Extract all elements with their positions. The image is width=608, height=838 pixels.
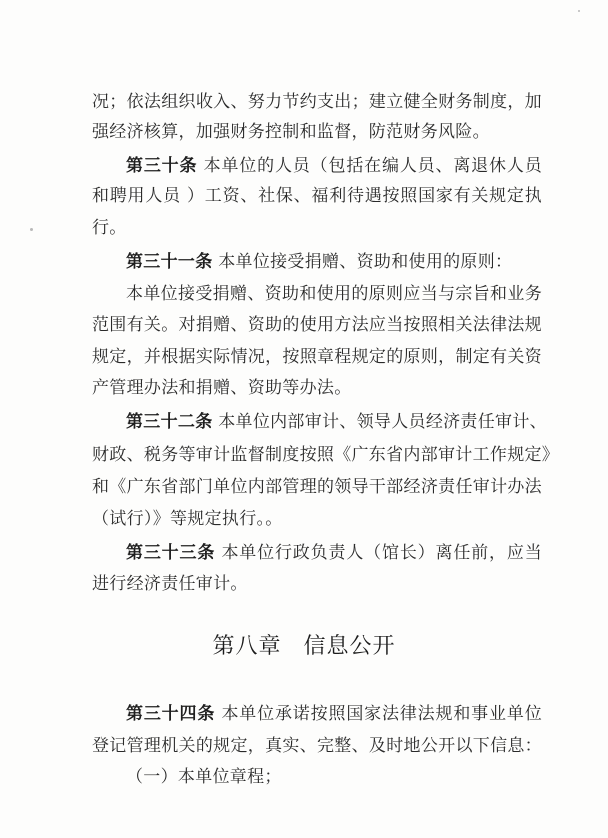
paragraph-line: 况；依法组织收入、努力节约支出；建立健全财务制度，加 (92, 92, 542, 112)
paragraph-line: 登记管理机关的规定，真实、完整、及时地公开以下信息： (92, 736, 542, 756)
paragraph-line: 财政、税务等审计监督制度按照《广东省内部审计工作规定》 (92, 445, 560, 465)
paragraph-line: 本单位接受捐赠、资助和使用的原则应当与宗旨和业务 (126, 284, 542, 304)
paragraph-line: 和《广东省部门单位内部管理的领导干部经济责任审计办法 (92, 477, 542, 497)
article-text: 本单位内部审计、领导人员经济责任审计、 (218, 412, 547, 432)
paragraph-line: 行。 (92, 218, 127, 238)
article-30-line (92, 156, 542, 176)
paragraph-line: 产管理办法和捐赠、资助等办法。 (92, 378, 352, 398)
paragraph-line: 规定，并根据实际情况，按照章程规定的原则，制定有关资 (92, 347, 542, 367)
scan-speck (578, 10, 580, 12)
chapter-title: 信息公开 (303, 634, 396, 659)
article-heading: 第三十一条 (126, 252, 213, 272)
article-33-line (92, 543, 542, 563)
paragraph-line: 范围有关。对捐赠、资助的使用方法应当按照相关法律法规 (92, 315, 542, 335)
article-text: 本单位接受捐赠、资助和使用的原则： (218, 252, 513, 272)
article-text: 本单位的人员（包括在编人员、离退休人员 (203, 156, 542, 176)
list-item: （一）本单位章程； (126, 767, 282, 787)
article-heading: 第三十二条 (126, 412, 213, 432)
chapter-number: 第八章 (212, 634, 282, 659)
article-heading: 第三十四条 (126, 704, 216, 724)
article-34-line (92, 704, 542, 724)
article-32-line (92, 412, 547, 432)
paragraph-line: 进行经济责任审计。 (92, 574, 248, 594)
paragraph-line: （试行）》等规定执行。。 (92, 509, 283, 529)
paragraph-line: 和聘用人员 ）工资、社保、福利待遇按照国家有关规定执 (92, 186, 542, 206)
article-heading: 第三十条 (126, 156, 198, 176)
paragraph-line: 强经济核算，加强财务控制和监督，防范财务风险。 (92, 122, 490, 142)
article-text: 本单位承诺按照国家法律法规和事业单位 (221, 704, 542, 724)
scan-speck (30, 228, 33, 231)
article-heading: 第三十三条 (126, 543, 216, 563)
article-text: 本单位行政负责人（馆长）离任前，应当 (221, 543, 542, 563)
article-31-line (92, 252, 542, 272)
chapter-heading (0, 633, 608, 661)
